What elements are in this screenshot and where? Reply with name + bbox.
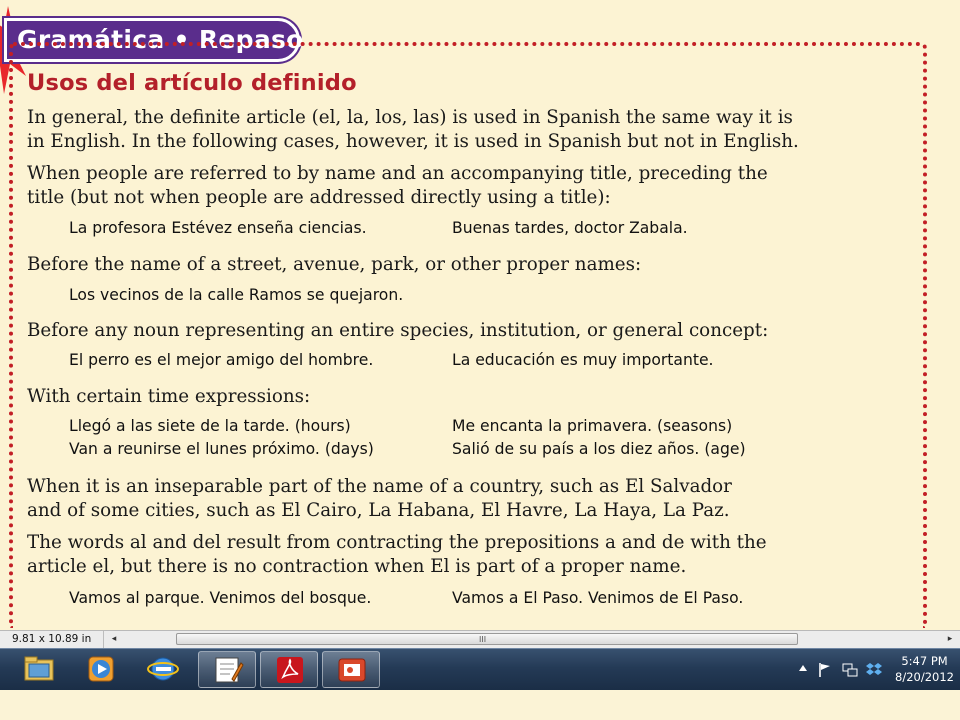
media-player-icon — [85, 654, 117, 684]
paragraph-line: The words al and del result from contracting the prepositions a and de with the — [27, 532, 767, 553]
dropbox-icon[interactable] — [866, 662, 882, 678]
paragraph-time — [27, 385, 310, 409]
paragraph-intro — [27, 106, 799, 154]
windows-taskbar — [0, 648, 960, 691]
system-tray — [790, 649, 960, 691]
paragraph-line: In general, the definite article (el, la, los, las) is used in Spanish the same way it is — [27, 107, 793, 128]
example-contraction-right: Vamos a El Paso. Venimos de El Paso. — [452, 589, 744, 607]
taskbar-pdf-reader[interactable] — [260, 651, 318, 688]
taskbar-writing-app[interactable] — [198, 651, 256, 688]
example-species-left: El perro es el mejor amigo del hombre. — [69, 351, 374, 369]
lesson-heading: Usos del artículo definido — [27, 70, 357, 96]
paragraph-line: When it is an inseparable part of the name of a country, such as El Salvador — [27, 476, 732, 497]
paragraph-line: and of some cities, such as El Cairo, La Habana, El Havre, La Haya, La Paz. — [27, 500, 730, 521]
internet-explorer-icon — [147, 654, 179, 684]
pdf-reader-icon — [274, 655, 306, 685]
file-explorer-icon — [23, 654, 55, 684]
paragraph-line: When people are referred to by name and an accompanying title, preceding the — [27, 163, 768, 184]
paragraph-street — [27, 253, 641, 277]
writing-app-icon — [212, 655, 244, 685]
paragraph-line: Before any noun representing an entire species, institution, or general concept: — [27, 320, 769, 341]
taskbar-file-explorer[interactable] — [10, 651, 68, 688]
example-street: Los vecinos de la calle Ramos se quejaron. — [69, 286, 404, 304]
paragraph-line: title (but not when people are addressed directly using a title): — [27, 187, 611, 208]
paragraph-line: Before the name of a street, avenue, park, or other proper names: — [27, 254, 642, 275]
paragraph-line: article el, but there is no contraction when El is part of a proper name. — [27, 556, 687, 577]
paragraph-countries — [27, 475, 732, 523]
example-time-hours: Llegó a las siete de la tarde. (hours) — [69, 417, 351, 435]
horizontal-scrollbar[interactable] — [104, 631, 960, 648]
taskbar-media-player[interactable] — [72, 651, 130, 688]
clock-date: 8/20/2012 — [895, 670, 954, 684]
network-icon[interactable] — [842, 662, 858, 678]
taskbar-presentation-app[interactable] — [322, 651, 380, 688]
paragraph-contractions — [27, 531, 767, 579]
paragraph-species — [27, 319, 768, 343]
scroll-thumb[interactable] — [176, 633, 798, 645]
example-time-age: Salió de su país a los diez años. (age) — [452, 440, 746, 458]
presentation-app-icon — [336, 655, 368, 685]
scroll-right-button[interactable]: ▸ — [947, 634, 953, 644]
action-center-flag-icon[interactable] — [818, 662, 832, 678]
clock-time: 5:47 PM — [901, 654, 948, 668]
status-bar — [0, 630, 960, 649]
example-titles-left: La profesora Estévez enseña ciencias. — [69, 219, 367, 237]
example-time-seasons: Me encanta la primavera. (seasons) — [452, 417, 733, 435]
page-size-readout: 9.81 x 10.89 in — [0, 631, 104, 648]
scroll-thumb-grip: III — [479, 635, 487, 644]
show-hidden-icons-icon[interactable] — [798, 662, 808, 674]
example-titles-right: Buenas tardes, doctor Zabala. — [452, 219, 688, 237]
example-species-right: La educación es muy importante. — [452, 351, 714, 369]
paragraph-line: in English. In the following cases, however, it is used in Spanish but not in English. — [27, 131, 799, 152]
taskbar-internet-explorer[interactable] — [134, 651, 192, 688]
page-bottom-strip — [0, 690, 960, 720]
section-banner-title: Gramática • Repaso — [17, 25, 304, 54]
system-clock[interactable] — [895, 653, 954, 685]
example-time-days: Van a reunirse el lunes próximo. (days) — [69, 440, 374, 458]
example-contraction-left: Vamos al parque. Venimos del bosque. — [69, 589, 372, 607]
paragraph-titles — [27, 162, 768, 210]
paragraph-line: With certain time expressions: — [27, 386, 311, 407]
scroll-left-button[interactable]: ◂ — [111, 634, 117, 644]
